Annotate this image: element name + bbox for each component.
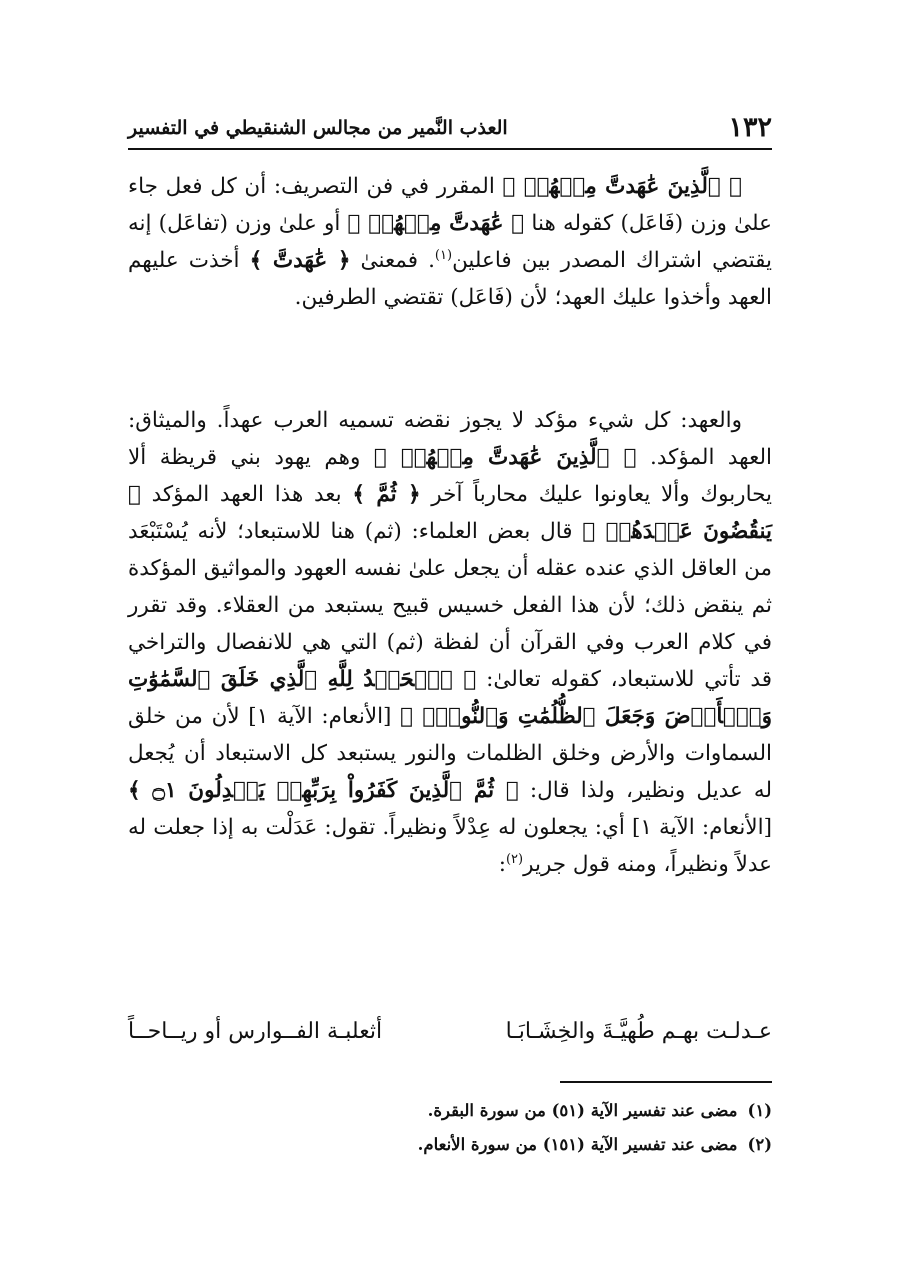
body-text: : <box>498 852 506 877</box>
body-text: [الأنعام: الآية ١] لأن من خلق السماوات والأرض وخلق الظلمات والنور يستبعد كل الاستبعاد أن يُجعل له عديل ونظير، ولذا قال: <box>128 704 772 803</box>
footnote-ref: (٢) <box>505 851 524 867</box>
quran-quote: ﴿ ٱلۡحَمۡدُ لِلَّهِ ٱلَّذِي خَلَقَ ٱلسَّمَٰوَٰتِ وَٱلۡأَرۡضَ وَجَعَلَ ٱلظُّلُمَٰتِ وَٱلنُّورَۖ ﴾ <box>128 667 773 729</box>
footnote-number: (١) <box>747 1101 772 1120</box>
quran-quote: ﴿ ٱلَّذِينَ عَٰهَدتَّ مِنۡهُمۡ ﴾ <box>373 445 637 470</box>
running-title: العذب النَّمير من مجالس الشنقيطي في التفسير <box>128 117 508 139</box>
footnote-number: (٢) <box>747 1135 772 1154</box>
body-text: بعد هذا العهد المؤكد <box>140 482 353 507</box>
poetry-verse <box>128 1012 772 1052</box>
footnote-text: مضى عند تفسير الآية (٥١) من سورة البقرة. <box>427 1101 738 1120</box>
body-text: وهم يهود بني قريظة ألا يحاربوك وألا يعاونوا عليك محارباً آخر <box>128 445 772 507</box>
footnotes <box>128 1096 772 1164</box>
header-rule <box>128 148 772 150</box>
footnote-rule <box>560 1081 772 1083</box>
body-text: . فمعنىٰ <box>350 248 435 273</box>
quran-quote: ﴿ ثُمَّ ﴾ <box>352 482 421 507</box>
quran-quote: ﴿ يَنقُضُونَ عَهۡدَهُمۡ ﴾ <box>128 482 772 544</box>
body-text: [الأنعام: الآية ١] أي: يجعلون له عِدْلاً ونظيراً. تقول: عَدَلْت به إذا جعلت له عدلاً ونظيراً، ومنه قول جرير <box>128 815 772 877</box>
body-text: أو علىٰ وزن (تفاعَل) إنه يقتضي اشتراك المصدر بين فاعلين <box>128 211 772 273</box>
page-header <box>128 104 772 144</box>
body-text: أخذت عليهم العهد وأخذوا عليك العهد؛ لأن (فَاعَل) تقتضي الطرفين. <box>128 248 772 310</box>
quran-quote: ﴿ عَٰهَدتَّ ﴾ <box>249 248 351 273</box>
footnote <box>128 1096 772 1126</box>
page-number: ١٣٢ <box>728 112 772 143</box>
paragraph-1 <box>128 168 772 316</box>
verse-hemistich: أثعلبـة الفــوارس أو ريــاحــاً <box>128 1019 383 1044</box>
quran-quote: ﴿ ثُمَّ ٱلَّذِينَ كَفَرُواْ بِرَبِّهِمۡ يَعۡدِلُونَ ۝١ ﴾ <box>128 778 519 803</box>
footnote-ref: (١) <box>434 247 453 263</box>
body-text: والعهد: كل شيء مؤكد لا يجوز نقضه تسميه العرب عهداً. والميثاق: العهد المؤكد. <box>128 408 772 470</box>
quran-quote: ﴿ عَٰهَدتَّ مِنۡهُمۡ ﴾ <box>347 211 525 236</box>
footnote-text: مضى عند تفسير الآية (١٥١) من سورة الأنعام. <box>417 1135 738 1154</box>
footnote <box>128 1130 772 1160</box>
body-text: المقرر في فن التصريف: أن كل فعل جاء علىٰ وزن (فَاعَل) كقوله هنا <box>128 174 772 236</box>
paragraph-2 <box>128 402 772 883</box>
quran-quote: ﴿ ٱلَّذِينَ عَٰهَدتَّ مِنۡهُمۡ ﴾ <box>502 174 742 199</box>
body-text: قال بعض العلماء: (ثم) هنا للاستبعاد؛ لأنه يُسْتَبْعَد من العاقل الذي عنده عقله أن يجعل علىٰ نفسه العهود والمواثيق المؤكدة ثم ينقض ذلك؛ لأن هذا الفعل خسيس قبيح يستبعد من العقلاء. وقد تقرر في كلام العرب وفي القرآن أن لفظة (ثم) التي هي للانفصال والتراخي قد تأتي للاستبعاد، كقوله تعالىٰ: <box>128 519 772 692</box>
verse-hemistich: عـدلـت بهـم طُهيَّـةَ والخِشَـابَـا <box>505 1019 772 1044</box>
